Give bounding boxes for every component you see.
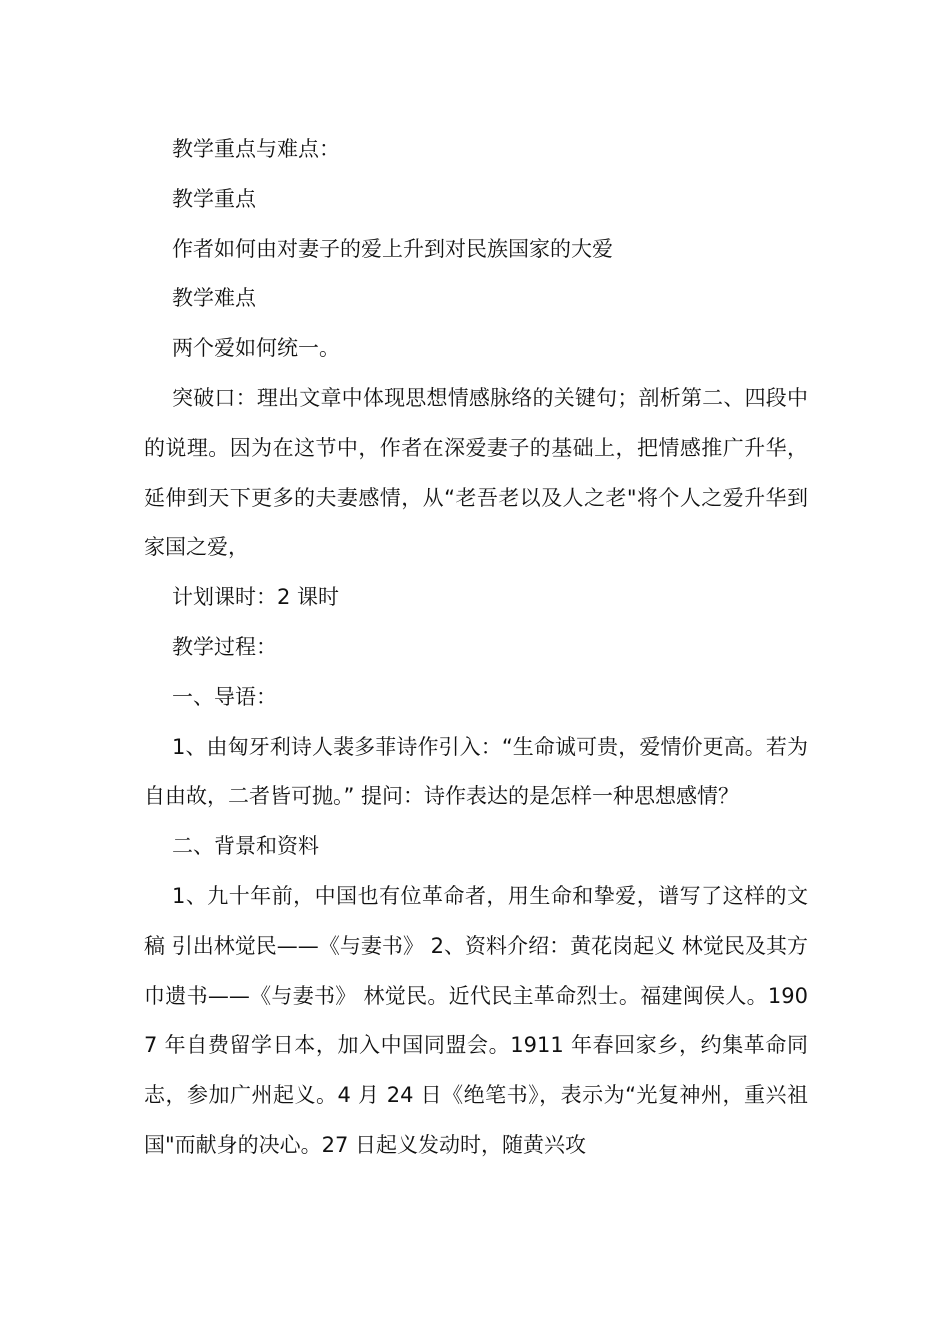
heading-key-points: 教学重点 (172, 186, 256, 211)
heading-introduction: 一、导语： (172, 684, 277, 709)
difficulties-text: 两个爱如何统一。 (172, 336, 340, 361)
document-page (144, 125, 808, 1171)
breakthrough-paragraph: 突破口：理出文章中体现思想情感脉络的关键句；剖析第二、四段中的说理。因为在这节中，作者在深爱妻子的基础上，把情感推广升华，延伸到天下更多的夫妻感情，从“老吾老以及人之老"将个人之爱升华到家国之爱， (144, 385, 808, 560)
planned-hours: 计划课时：2 课时 (172, 585, 340, 610)
key-points-text: 作者如何由对妻子的爱上升到对民族国家的大爱 (172, 236, 613, 261)
introduction-paragraph: 1、由匈牙利诗人裴多菲诗作引入：“生命诚可贵，爱情价更高。若为自由故，二者皆可抛。” 提问：诗作表达的是怎样一种思想感情？ (144, 734, 808, 809)
heading-background: 二、背景和资料 (172, 834, 319, 859)
heading-teaching-process: 教学过程： (172, 634, 277, 659)
heading-key-points-difficulties: 教学重点与难点： (172, 137, 340, 161)
background-paragraph: 1、九十年前，中国也有位革命者，用生命和挚爱，谱写了这样的文稿 引出林觉民——《与妻书》 2、资料介绍：黄花岗起义 林觉民及其方巾遗书——《与妻书》 林觉民。近代民主革命烈士。福建闽侯人。1907 年自费留学日本，加入中国同盟会。1911 年春回家乡，约集革命同志，参加广州起义。4 月 24 日《绝笔书》，表示为“光复神州，重兴祖国"而献身的决心。27 日起义发动时，随黄兴攻 (144, 883, 808, 1157)
heading-difficulties: 教学难点 (172, 286, 256, 311)
